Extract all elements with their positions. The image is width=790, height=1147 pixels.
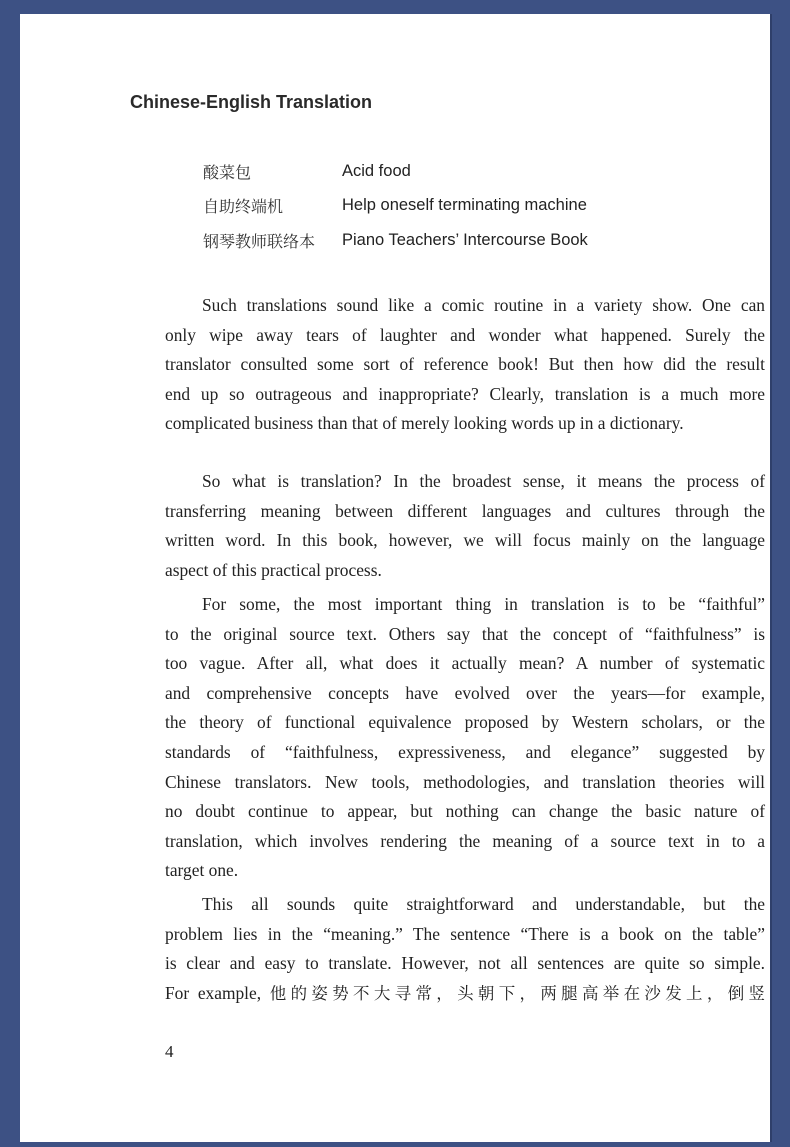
text-line: only wipe away tears of laughter and wonder what happened. Surely the — [165, 324, 765, 345]
text-line: written word. In this book, however, we will focus mainly on the language — [165, 530, 765, 551]
page-number: 4 — [165, 1042, 174, 1061]
example-english: Acid food — [342, 161, 411, 180]
text-line: translation, which involves rendering the meaning of a source text in to a — [165, 830, 765, 851]
running-head: Chinese-English Translation — [130, 92, 373, 112]
text-line: is clear and easy to translate. However, not all sentences are quite so simple. — [165, 953, 765, 974]
text-line: For some, the most important thing in translation is to be “faithful” — [202, 594, 765, 614]
example-chinese: 自助终端机 — [203, 197, 284, 217]
text-line: problem lies in the “meaning.” The sentence “There is a book on the table” — [165, 923, 765, 944]
text-line: For example, 他的姿势不大寻常，头朝下，两腿高举在沙发上，倒竖 — [165, 982, 766, 1003]
text-line: transferring meaning between different languages and cultures through the — [165, 500, 765, 521]
example-chinese: 钢琴教师联络本 — [203, 231, 316, 251]
example-chinese: 酸菜包 — [203, 162, 252, 182]
text-line: Chinese translators. New tools, methodologies, and translation theories will — [165, 771, 765, 792]
text-line: target one. — [165, 860, 239, 881]
paragraph — [165, 590, 765, 886]
text-line: no doubt continue to appear, but nothing can change the basic nature of — [165, 801, 765, 822]
text-line: too vague. After all, what does it actually mean? A number of systematic — [165, 653, 765, 674]
paragraph — [165, 890, 765, 1008]
example-row — [203, 154, 588, 189]
text-line: to the original source text. Others say that the concept of “faithfulness” is — [165, 623, 765, 644]
text-line: and comprehensive concepts have evolved over the years—for example, — [165, 682, 765, 703]
text-line: end up so outrageous and inappropriate? Clearly, translation is a much more — [165, 383, 765, 404]
paragraph — [165, 467, 765, 585]
translation-examples-table — [203, 154, 588, 258]
example-row — [203, 223, 588, 258]
text-line: This all sounds quite straightforward and understandable, but the — [202, 894, 765, 914]
example-english: Piano Teachers’ Intercourse Book — [342, 230, 588, 249]
chinese-example-sentence: 他的姿势不大寻常，头朝下，两腿高举在沙发上，倒竖 — [269, 983, 766, 1003]
text-line: aspect of this practical process. — [165, 559, 382, 580]
text-line: complicated business than that of merely looking words up in a dictionary. — [165, 413, 684, 434]
text-line: the theory of functional equivalence proposed by Western scholars, or the — [165, 712, 765, 733]
paragraph — [165, 291, 765, 439]
text-line: Such translations sound like a comic routine in a variety show. One can — [202, 295, 765, 315]
example-row — [203, 189, 588, 224]
text-line: standards of “faithfulness, expressiveness, and elegance” suggested by — [165, 741, 765, 762]
example-english: Help oneself terminating machine — [342, 196, 587, 215]
book-page — [20, 14, 770, 1142]
text-line: So what is translation? In the broadest sense, it means the process of — [202, 471, 765, 491]
text-line: translator consulted some sort of reference book! But then how did the result — [165, 354, 765, 375]
